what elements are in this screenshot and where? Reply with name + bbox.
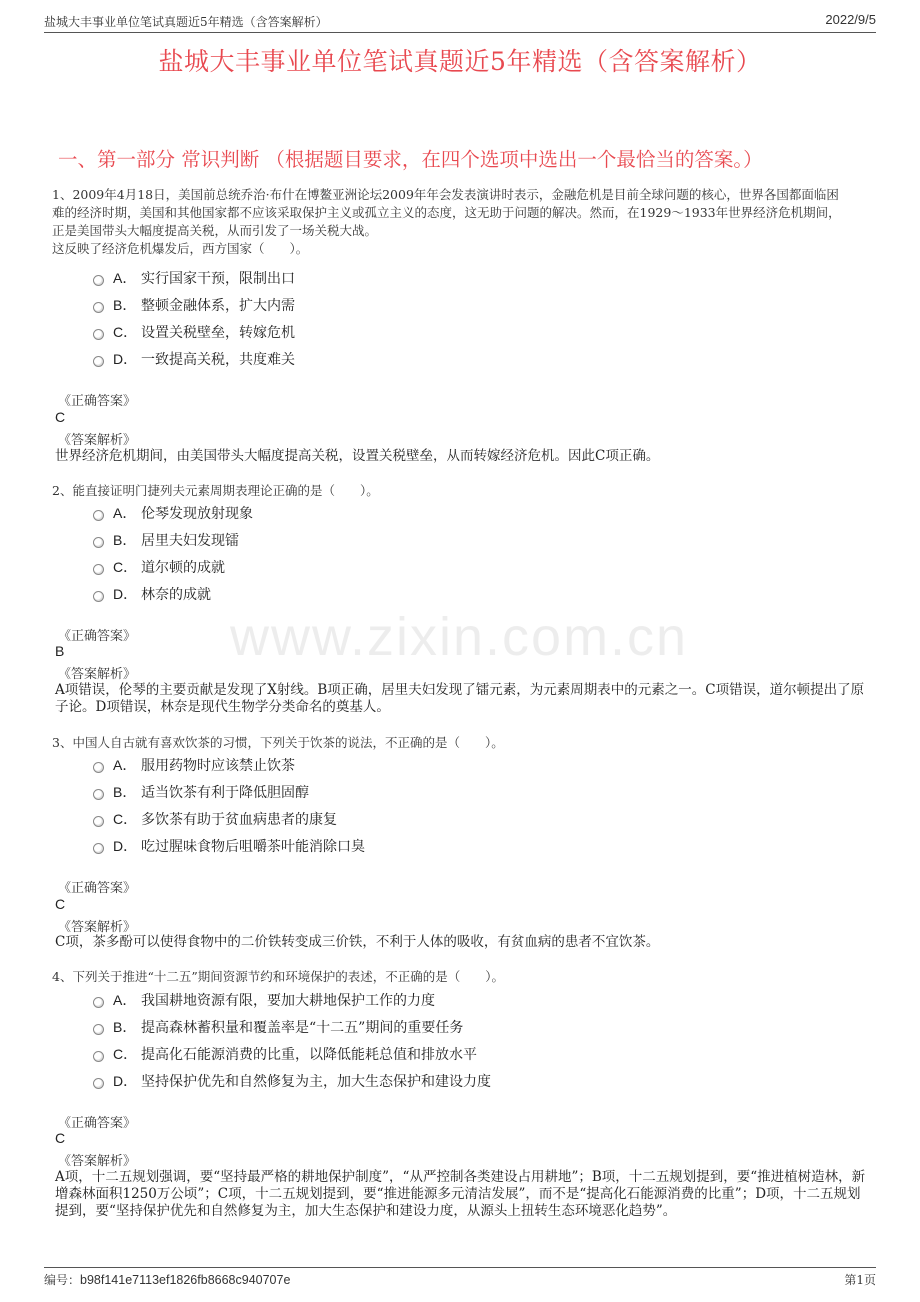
footer-divider (44, 1267, 876, 1268)
question-1-option-c[interactable]: C． 设置关税壁垒，转嫁危机 (93, 322, 295, 342)
page-header (44, 10, 876, 32)
question-3-option-a[interactable]: A． 服用药物时应该禁止饮茶 (93, 755, 295, 775)
question-2-option-d[interactable]: D． 林奈的成就 (93, 584, 211, 604)
correct-answer-label: 《正确答案》 (58, 394, 137, 409)
correct-answer-label: 《正确答案》 (58, 1116, 137, 1131)
correct-answer-label: 《正确答案》 (58, 629, 137, 644)
radio-icon[interactable] (93, 843, 104, 854)
question-2-explanation: A项错误，伦琴的主要贡献是发现了X射线。B项正确，居里夫妇发现了镭元素，为元素周期表中的元素之一。C项错误，道尔顿提出了原子论。D项错误，林奈是现代生物学分类命名的奠基人。 (55, 682, 865, 715)
question-3-option-c[interactable]: C． 多饮茶有助于贫血病患者的康复 (93, 809, 337, 829)
radio-icon[interactable] (93, 762, 104, 773)
radio-icon[interactable] (93, 591, 104, 602)
question-2-answer: B (55, 643, 65, 659)
question-4-line: 4、下列关于推进“十二五”期间资源节约和环境保护的表述，不正确的是（ ）。 (52, 969, 504, 984)
question-1-line: 这反映了经济危机爆发后，西方国家（ ）。 (52, 241, 309, 256)
header-date: 2022/9/5 (825, 12, 876, 27)
question-3-explanation: C项，茶多酚可以使得食物中的二价铁转变成三价铁，不利于人体的吸收，有贫血病的患者不宜饮茶。 (55, 934, 660, 950)
question-3-text (52, 734, 870, 752)
question-3-answer: C (55, 896, 66, 912)
radio-icon[interactable] (93, 997, 104, 1008)
section-heading: 一、第一部分 常识判断 （根据题目要求，在四个选项中选出一个最恰当的答案。） (58, 148, 763, 171)
radio-icon[interactable] (93, 510, 104, 521)
radio-icon[interactable] (93, 275, 104, 286)
radio-icon[interactable] (93, 329, 104, 340)
question-2-text (52, 482, 870, 500)
document-code: 编号：b98f141e7113ef1826fb8668c940707e (44, 1273, 291, 1287)
analysis-label: 《答案解析》 (58, 1154, 137, 1169)
question-1-answer: C (55, 409, 66, 425)
question-2-line: 2、能直接证明门捷列夫元素周期表理论正确的是（ ）。 (52, 483, 379, 498)
question-1-line: 难的经济时期，美国和其他国家都不应该采取保护主义或孤立主义的态度，这无助于问题的解决。然而，在1929～1933年世界经济危机期间， (52, 205, 841, 220)
question-4-option-a[interactable]: A． 我国耕地资源有限，要加大耕地保护工作的力度 (93, 990, 435, 1010)
question-1-option-b[interactable]: B． 整顿金融体系，扩大内需 (93, 295, 295, 315)
question-1-option-d[interactable]: D． 一致提高关税，共度难关 (93, 349, 295, 369)
question-3-option-d[interactable]: D． 吃过腥味食物后咀嚼茶叶能消除口臭 (93, 836, 365, 856)
radio-icon[interactable] (93, 1024, 104, 1035)
radio-icon[interactable] (93, 564, 104, 575)
radio-icon[interactable] (93, 537, 104, 548)
analysis-label: 《答案解析》 (58, 920, 137, 935)
question-1-option-a[interactable]: A． 实行国家干预，限制出口 (93, 268, 295, 288)
radio-icon[interactable] (93, 816, 104, 827)
question-4-explanation: A项，十二五规划强调，要“坚持最严格的耕地保护制度”，“从严控制各类建设占用耕地”；B项，十二五规划提到，要“推进植树造林，新增森林面积1250万公顷”；C项，十二五规划提到，要“推进能源多元清洁发展”，而不是“提高化石能源消费的比重”；D项，十二五规划提到，要“坚持保护优先和自然修复为主，加大生态保护和建设力度，从源头上扭转生态环境恶化趋势”。 (55, 1169, 866, 1219)
question-1-text (52, 186, 870, 258)
radio-icon[interactable] (93, 356, 104, 367)
question-3-option-b[interactable]: B． 适当饮茶有利于降低胆固醇 (93, 782, 309, 802)
radio-icon[interactable] (93, 1078, 104, 1089)
header-divider (44, 32, 876, 33)
radio-icon[interactable] (93, 789, 104, 800)
question-1-explanation: 世界经济危机期间，由美国带头大幅度提高关税，设置关税壁垒，从而转嫁经济危机。因此C项正确。 (55, 448, 660, 464)
header-doc-title: 盐城大丰事业单位笔试真题近5年精选（含答案解析） (44, 15, 328, 29)
analysis-label: 《答案解析》 (58, 667, 137, 682)
watermark: www.zixin.com.cn (230, 607, 689, 667)
radio-icon[interactable] (93, 1051, 104, 1062)
question-4-answer: C (55, 1130, 66, 1146)
question-2-option-a[interactable]: A． 伦琴发现放射现象 (93, 503, 253, 523)
question-4-option-b[interactable]: B． 提高森林蓄积量和覆盖率是“十二五”期间的重要任务 (93, 1017, 463, 1037)
question-4-text (52, 968, 870, 986)
page-number: 第1页 (844, 1273, 876, 1287)
radio-icon[interactable] (93, 302, 104, 313)
question-2-option-c[interactable]: C． 道尔顿的成就 (93, 557, 225, 577)
question-1-line: 正是美国带头大幅度提高关税，从而引发了一场关税大战。 (52, 223, 378, 238)
question-1-line: 1、2009年4月18日，美国前总统乔治·布什在博鳌亚洲论坛2009年年会发表演讲时表示，金融危机是目前全球问题的核心，世界各国都面临困 (52, 187, 839, 202)
analysis-label: 《答案解析》 (58, 433, 137, 448)
question-3-line: 3、中国人自古就有喜欢饮茶的习惯，下列关于饮茶的说法，不正确的是（ ）。 (52, 735, 504, 750)
page-title: 盐城大丰事业单位笔试真题近5年精选（含答案解析） (158, 47, 762, 76)
question-4-option-c[interactable]: C． 提高化石能源消费的比重，以降低能耗总值和排放水平 (93, 1044, 477, 1064)
question-2-option-b[interactable]: B． 居里夫妇发现镭 (93, 530, 239, 550)
correct-answer-label: 《正确答案》 (58, 881, 137, 896)
question-4-option-d[interactable]: D． 坚持保护优先和自然修复为主，加大生态保护和建设力度 (93, 1071, 491, 1091)
